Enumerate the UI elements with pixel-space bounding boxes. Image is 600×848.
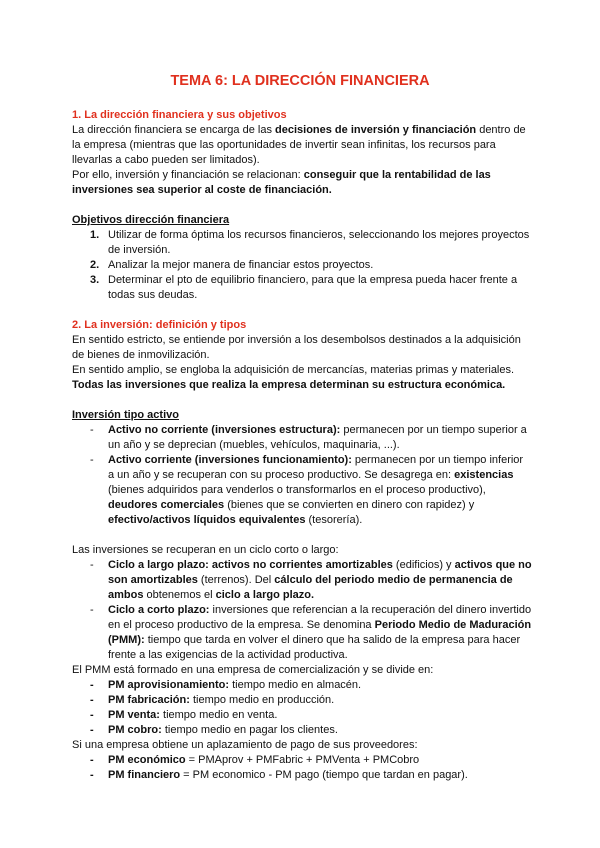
list-item: - PM fabricación: tiempo medio en producción. [90,694,335,706]
list-item: - PM cobro: tiempo medio en pagar los clientes. [90,724,338,736]
section-1-heading: 1. La dirección financiera y sus objetivos [72,109,287,121]
section-2-paragraph-1: En sentido estricto, se entiende por inversión a los desembolsos destinados a la adquisición de bienes de inmovilización. [72,334,521,361]
document-body [72,108,532,783]
list-item: - PM aprovisionamiento: tiempo medio en almacén. [90,679,362,691]
section-1-paragraph-2: Por ello, inversión y financiación se relacionan: conseguir que la rentabilidad de las inversiones sea superior al coste de financiación. [72,169,491,196]
list-item: - PM financiero = PM economico - PM pago (tiempo que tardan en pagar). [90,769,468,781]
list-item: 1. Utilizar de forma óptima los recursos financieros, seleccionando los mejores proyectos de inversión. [90,229,530,256]
page-title: TEMA 6: LA DIRECCIÓN FINANCIERA [170,73,430,89]
ciclo-list [72,558,532,663]
section-2-heading: 2. La inversión: definición y tipos [72,319,247,331]
list-item: - Ciclo a largo plazo: activos no corrientes amortizables (edificios) y activos que no son amortizables (terrenos). Del cálculo del periodo medio de permanencia de ambos obtenemos el ciclo a largo plazo. [90,559,532,601]
pmm-list [72,678,532,738]
activo-list [72,423,532,528]
list-item: - Ciclo a corto plazo: inversiones que referencian a la recuperación del dinero invertido en el proceso productivo de la empresa. Se denomina Periodo Medio de Maduración (PMM): tiempo que tarda en volver el dinero que ha salido de la empresa para hacer frente a las exigencias de la actividad productiva. [90,604,532,661]
section-2-paragraph-2: En sentido amplio, se engloba la adquisición de mercancías, materias primas y materiales. [72,364,515,376]
section-2-paragraph-3: Todas las inversiones que realiza la empresa determinan su estructura económica. [72,379,506,391]
list-item: 3. Determinar el pto de equilibrio financiero, para que la empresa pueda hacer frente a todas sus deudas. [90,274,518,301]
ciclo-intro: Las inversiones se recuperan en un ciclo corto o largo: [72,544,339,556]
list-item: - PM económico = PMAprov + PMFabric + PMVenta + PMCobro [90,754,420,766]
aplazamiento-list [72,753,532,783]
list-item: - Activo corriente (inversiones funcionamiento): permanecen por un tiempo inferior a un año y se recuperan con su proceso productivo. Se desagrega en: existencias (bienes adquiridos para venderlos o transformarlos en el proceso productivo), deudores comerciales (bienes que se convierten en dinero con rapidez) y efectivo/activos líquidos equivalentes (tesorería). [90,454,524,526]
list-item: 2. Analizar la mejor manera de financiar estos proyectos. [90,259,374,271]
aplazamiento-intro: Si una empresa obtiene un aplazamiento de pago de sus proveedores: [72,739,418,751]
activo-heading: Inversión tipo activo [72,409,179,421]
objectives-heading: Objetivos dirección financiera [72,214,230,226]
objectives-list [72,228,532,303]
pmm-intro: El PMM está formado en una empresa de comercialización y se divide en: [72,664,434,676]
section-1-paragraph-1: La dirección financiera se encarga de las decisiones de inversión y financiación dentro de la empresa (mientras que las oportunidades de invertir sean infinitas, los recursos para llevarlas a cabo pueden ser limitados). [72,124,526,166]
list-item: - PM venta: tiempo medio en venta. [90,709,278,721]
list-item: - Activo no corriente (inversiones estructura): permanecen por un tiempo superior a un año y se deprecian (muebles, vehículos, maquinaria, ...). [90,424,527,451]
